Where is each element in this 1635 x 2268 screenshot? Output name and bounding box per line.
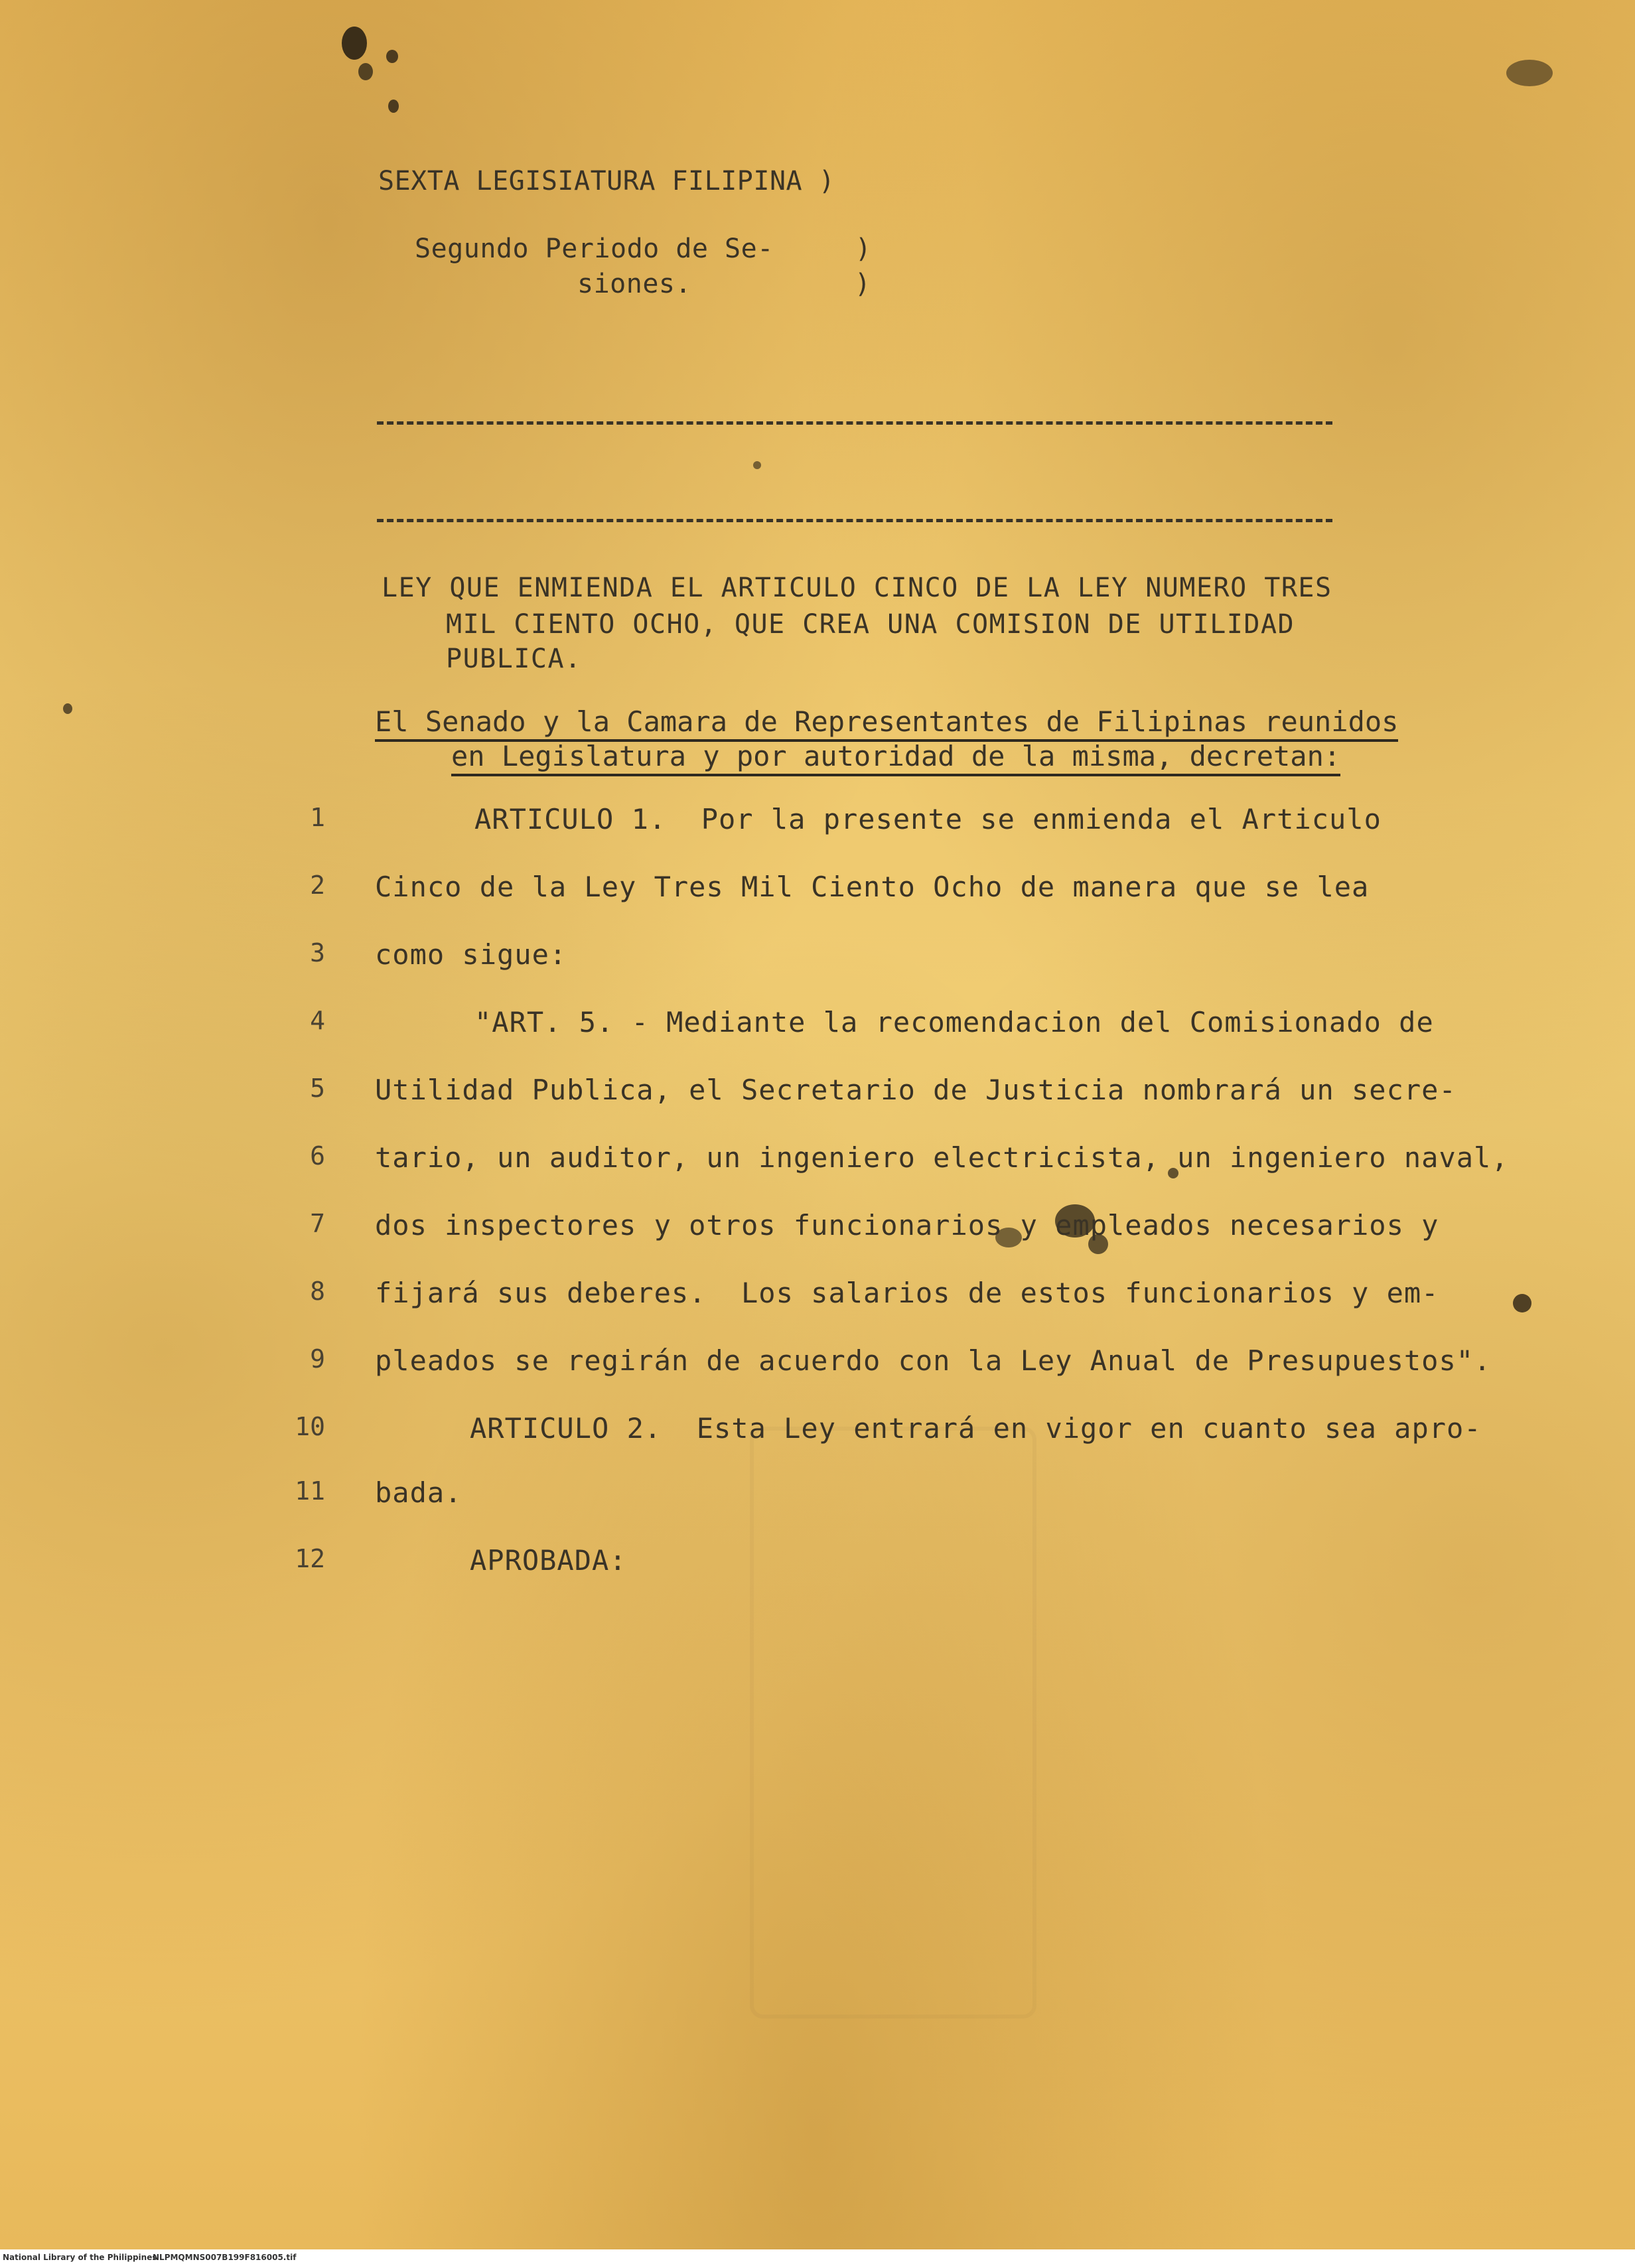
body-line: APROBADA: <box>470 1544 627 1577</box>
dashed-rule-bottom <box>377 519 1332 522</box>
session-heading-line1: Segundo Periodo de Se- ) <box>415 234 872 264</box>
body-line: ARTICULO 1. Por la presente se enmienda el Articulo <box>474 803 1382 835</box>
body-line: tario, un auditor, un ingeniero electricista, un ingeniero naval, <box>375 1141 1509 1174</box>
ink-stain <box>386 50 398 63</box>
line-number: 7 <box>310 1209 325 1238</box>
line-number: 5 <box>310 1074 325 1103</box>
body-line: ARTICULO 2. Esta Ley entrará en vigor en cuanto sea apro- <box>470 1412 1482 1445</box>
line-number: 9 <box>310 1344 325 1374</box>
enacting-clause-line2: en Legislatura y por autoridad de la misma, decretan: <box>451 740 1340 776</box>
body-line: "ART. 5. - Mediante la recomendacion del Comisionado de <box>474 1006 1434 1038</box>
body-line: Cinco de la Ley Tres Mil Ciento Ocho de manera que se lea <box>375 871 1370 903</box>
body-line: Utilidad Publica, el Secretario de Justicia nombrará un secre- <box>375 1074 1457 1106</box>
body-line: como sigue: <box>375 938 567 971</box>
line-number: 1 <box>310 803 325 832</box>
body-line: pleados se regirán de acuerdo con la Ley Anual de Presupuestos". <box>375 1344 1492 1377</box>
footer-file-name: NLPMQMNS007B199F816005.tif <box>153 2253 297 2262</box>
line-number: 4 <box>310 1006 325 1035</box>
ink-stain <box>1513 1294 1531 1312</box>
dashed-rule-top <box>377 421 1332 425</box>
line-number: 2 <box>310 871 325 900</box>
ink-stain <box>63 703 72 714</box>
line-number: 8 <box>310 1277 325 1306</box>
ink-stain <box>358 63 373 80</box>
body-line: bada. <box>375 1476 462 1509</box>
session-heading-line2: siones. ) <box>577 269 871 299</box>
body-line: fijará sus deberes. Los salarios de estos funcionarios y em- <box>375 1277 1439 1309</box>
line-number: 6 <box>310 1141 325 1170</box>
line-number: 12 <box>295 1544 325 1573</box>
body-line: dos inspectores y otros funcionarios y empleados necesarios y <box>375 1209 1439 1241</box>
line-number: 3 <box>310 938 325 967</box>
bill-title-line1: LEY QUE ENMIENDA EL ARTICULO CINCO DE LA LEY NUMERO TRES <box>382 573 1332 603</box>
bill-title-line3: PUBLICA. <box>446 644 582 674</box>
line-number: 10 <box>295 1412 325 1441</box>
line-number: 11 <box>295 1476 325 1506</box>
bill-title-line2: MIL CIENTO OCHO, QUE CREA UNA COMISION DE UTILIDAD <box>446 609 1295 640</box>
ink-stain <box>1506 60 1553 86</box>
enacting-clause-line1: El Senado y la Camara de Representantes de Filipinas reunidos <box>375 705 1398 742</box>
ink-stain <box>342 27 367 60</box>
ink-stain <box>388 100 399 113</box>
ink-stain <box>753 461 761 469</box>
legislature-heading: SEXTA LEGISIATURA FILIPINA ) <box>378 166 835 196</box>
faint-stamp <box>750 1427 1036 2019</box>
footer-library-name: National Library of the Philippines <box>3 2253 157 2262</box>
